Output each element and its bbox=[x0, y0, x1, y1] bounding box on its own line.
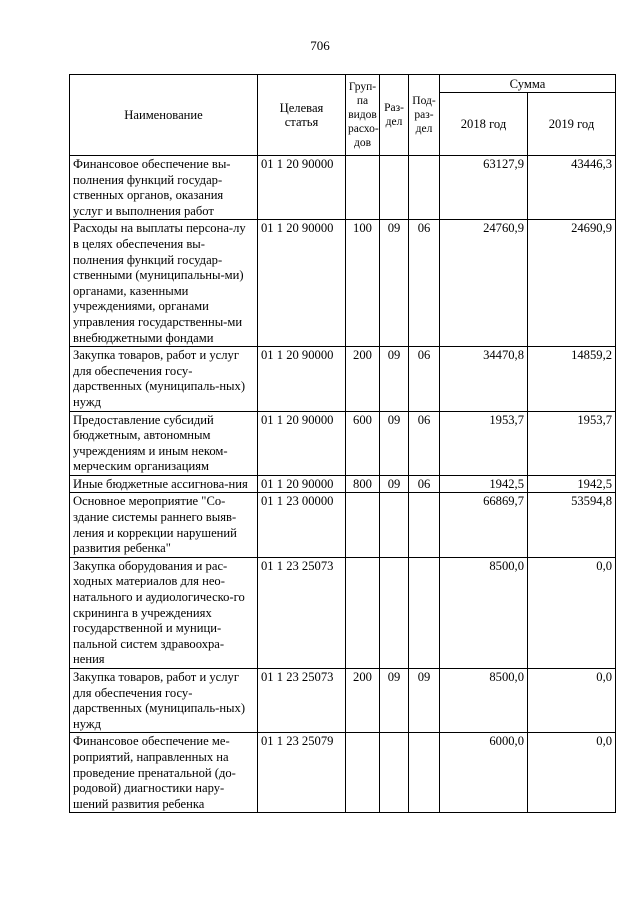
row-subsection: 06 bbox=[409, 347, 440, 411]
header-group: Груп-па видов расхо-дов bbox=[346, 75, 380, 156]
header-sum: Сумма bbox=[440, 75, 616, 93]
table-row bbox=[70, 669, 616, 733]
row-target-code: 01 1 20 90000 bbox=[258, 475, 346, 493]
row-subsection bbox=[409, 156, 440, 220]
table-header bbox=[70, 75, 616, 156]
table-row bbox=[70, 411, 616, 475]
row-section bbox=[380, 493, 409, 557]
row-subsection: 06 bbox=[409, 411, 440, 475]
row-name: Расходы на выплаты персона-лу в целях обеспечения вы-полнения функций государ-ственными (муниципальны-ми) органами, казенными учреждениями, органами управления государственны-ми внебюджетными фондами bbox=[70, 220, 258, 347]
row-sum-2019: 53594,8 bbox=[528, 493, 616, 557]
row-sum-2018: 1942,5 bbox=[440, 475, 528, 493]
row-section: 09 bbox=[380, 220, 409, 347]
row-name: Иные бюджетные ассигнова-ния bbox=[70, 475, 258, 493]
row-section: 09 bbox=[380, 411, 409, 475]
row-sum-2019: 43446,3 bbox=[528, 156, 616, 220]
row-name: Закупка оборудования и рас-ходных материалов для нео-натального и аудиологическо-го скрининга в учреждениях государственной и муници-пальной систем здравоохра-нения bbox=[70, 557, 258, 668]
row-subsection bbox=[409, 733, 440, 813]
row-section: 09 bbox=[380, 669, 409, 733]
table-row bbox=[70, 475, 616, 493]
row-subsection: 06 bbox=[409, 475, 440, 493]
header-section: Раз-дел bbox=[380, 75, 409, 156]
row-subsection: 09 bbox=[409, 669, 440, 733]
row-target-code: 01 1 20 90000 bbox=[258, 220, 346, 347]
row-target-code: 01 1 23 25073 bbox=[258, 669, 346, 733]
table-row bbox=[70, 156, 616, 220]
table-body bbox=[70, 156, 616, 813]
row-target-code: 01 1 23 00000 bbox=[258, 493, 346, 557]
row-expense-group bbox=[346, 156, 380, 220]
row-sum-2018: 34470,8 bbox=[440, 347, 528, 411]
row-sum-2018: 24760,9 bbox=[440, 220, 528, 347]
row-sum-2019: 24690,9 bbox=[528, 220, 616, 347]
header-year-2019: 2019 год bbox=[528, 93, 616, 156]
row-name: Основное мероприятие "Со-здание системы раннего выяв-ления и коррекции нарушений развития ребенка" bbox=[70, 493, 258, 557]
row-target-code: 01 1 20 90000 bbox=[258, 156, 346, 220]
row-section bbox=[380, 156, 409, 220]
row-expense-group: 600 bbox=[346, 411, 380, 475]
row-sum-2019: 1953,7 bbox=[528, 411, 616, 475]
header-subsection: Под-раз-дел bbox=[409, 75, 440, 156]
row-sum-2018: 6000,0 bbox=[440, 733, 528, 813]
table-row bbox=[70, 220, 616, 347]
row-sum-2019: 14859,2 bbox=[528, 347, 616, 411]
row-section: 09 bbox=[380, 347, 409, 411]
row-target-code: 01 1 20 90000 bbox=[258, 347, 346, 411]
row-subsection: 06 bbox=[409, 220, 440, 347]
row-expense-group: 200 bbox=[346, 669, 380, 733]
row-subsection bbox=[409, 557, 440, 668]
row-expense-group bbox=[346, 493, 380, 557]
row-subsection bbox=[409, 493, 440, 557]
header-name: Наименование bbox=[70, 75, 258, 156]
row-name: Закупка товаров, работ и услуг для обеспечения госу-дарственных (муниципаль-ных) нужд bbox=[70, 669, 258, 733]
table-row bbox=[70, 557, 616, 668]
row-section bbox=[380, 557, 409, 668]
header-target: Целевая статья bbox=[258, 75, 346, 156]
row-sum-2019: 1942,5 bbox=[528, 475, 616, 493]
header-year-2018: 2018 год bbox=[440, 93, 528, 156]
budget-table bbox=[69, 74, 616, 813]
row-sum-2018: 8500,0 bbox=[440, 557, 528, 668]
row-expense-group: 800 bbox=[346, 475, 380, 493]
row-expense-group: 100 bbox=[346, 220, 380, 347]
row-expense-group bbox=[346, 557, 380, 668]
row-name: Предоставление субсидий бюджетным, автономным учреждениям и иным неком-мерческим организациям bbox=[70, 411, 258, 475]
row-sum-2018: 63127,9 bbox=[440, 156, 528, 220]
row-expense-group bbox=[346, 733, 380, 813]
row-name: Финансовое обеспечение вы-полнения функций государ-ственных органов, оказания услуг и выполнения работ bbox=[70, 156, 258, 220]
row-sum-2019: 0,0 bbox=[528, 557, 616, 668]
row-name: Финансовое обеспечение ме-роприятий, направленных на проведение пренатальной (до-родовой) диагностики нару-шений развития ребенка bbox=[70, 733, 258, 813]
table-row bbox=[70, 733, 616, 813]
row-sum-2018: 1953,7 bbox=[440, 411, 528, 475]
row-name: Закупка товаров, работ и услуг для обеспечения госу-дарственных (муниципаль-ных) нужд bbox=[70, 347, 258, 411]
row-sum-2019: 0,0 bbox=[528, 669, 616, 733]
row-sum-2018: 8500,0 bbox=[440, 669, 528, 733]
row-expense-group: 200 bbox=[346, 347, 380, 411]
row-sum-2018: 66869,7 bbox=[440, 493, 528, 557]
page-number: 706 bbox=[310, 38, 330, 53]
table-row bbox=[70, 493, 616, 557]
row-target-code: 01 1 20 90000 bbox=[258, 411, 346, 475]
row-section bbox=[380, 733, 409, 813]
table-row bbox=[70, 347, 616, 411]
row-target-code: 01 1 23 25073 bbox=[258, 557, 346, 668]
row-section: 09 bbox=[380, 475, 409, 493]
row-target-code: 01 1 23 25079 bbox=[258, 733, 346, 813]
row-sum-2019: 0,0 bbox=[528, 733, 616, 813]
